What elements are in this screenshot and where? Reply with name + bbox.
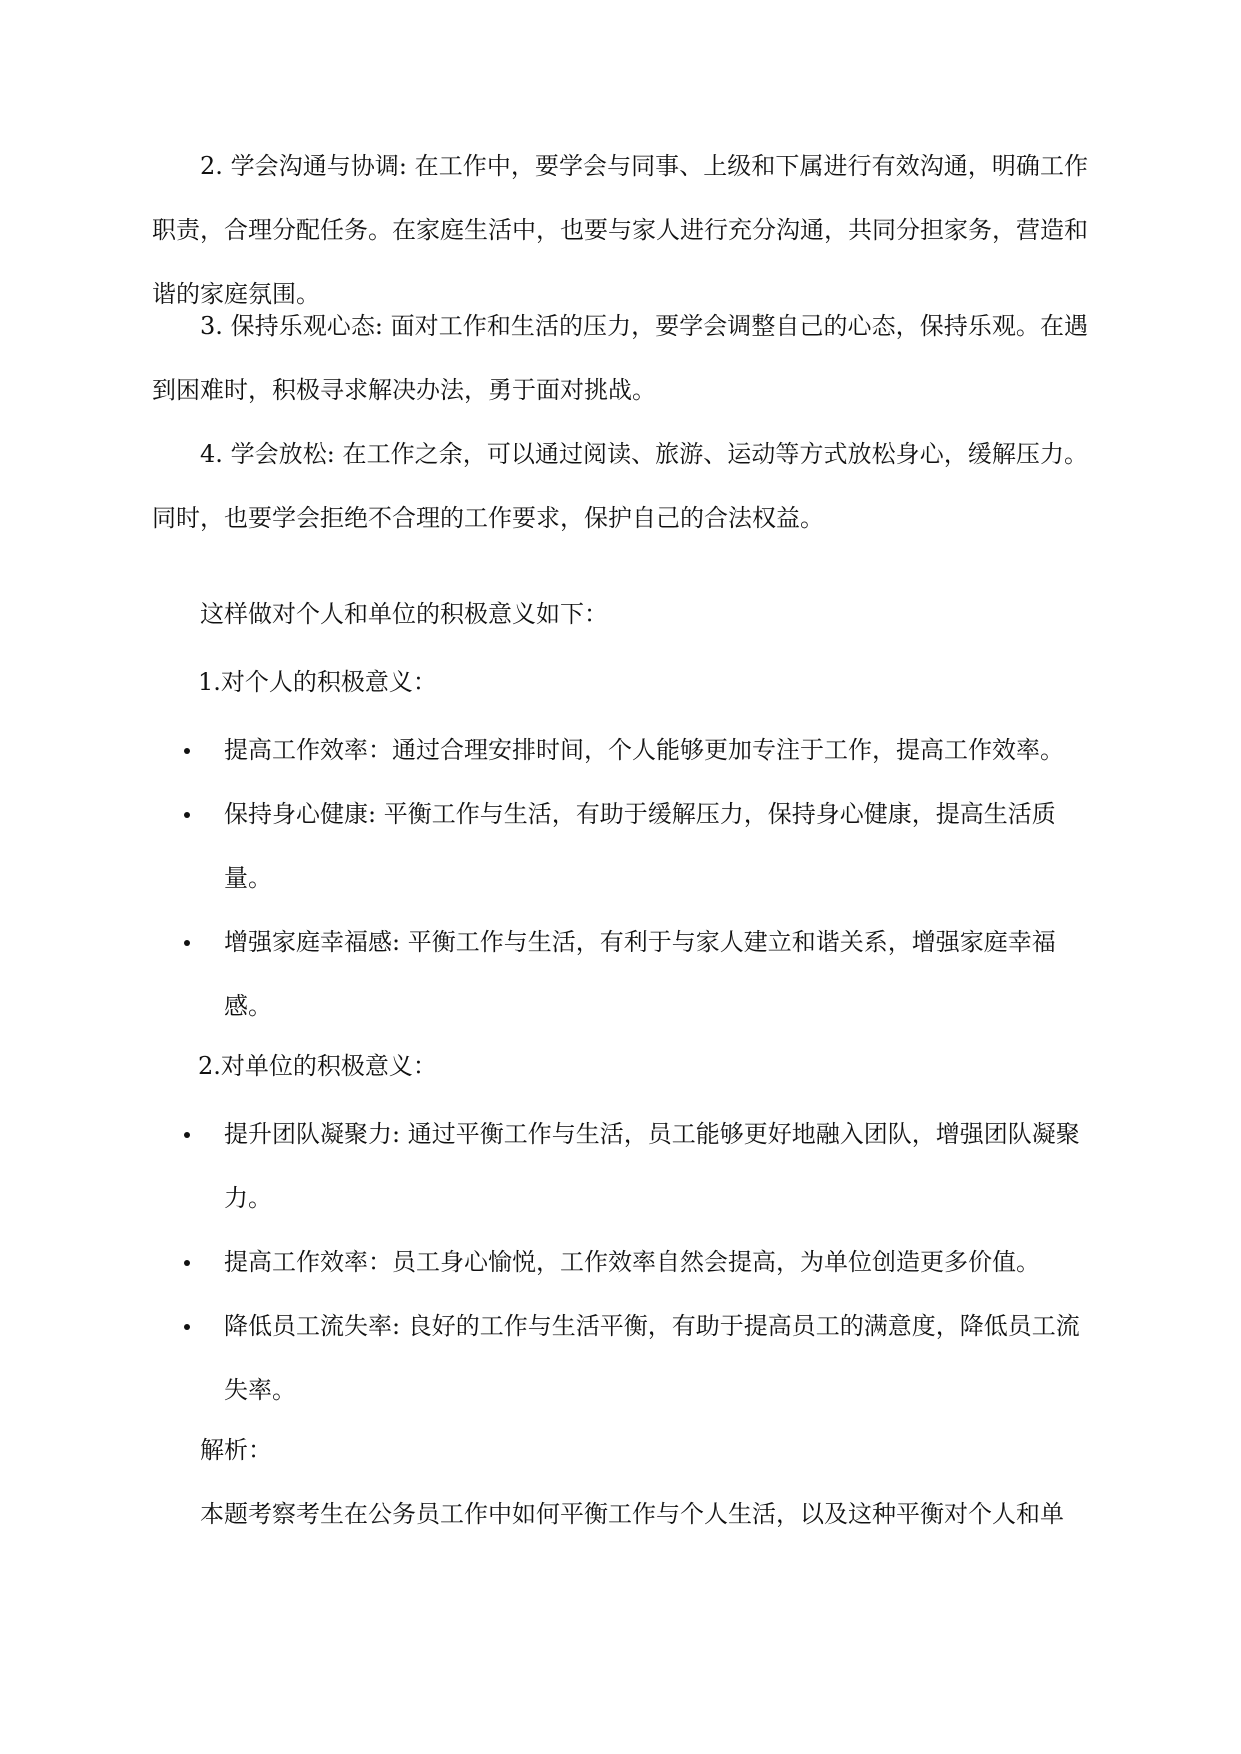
- paragraph-optimism-text: 3. 保持乐观心态: 面对工作和生活的压力，要学会调整自己的心态，保持乐观。在遇到困难时，积极寻求解决办法，勇于面对挑战。: [152, 312, 1088, 404]
- bullet-dot: [184, 748, 190, 754]
- bullet-dot: [184, 812, 190, 818]
- unit-bullet-3: 降低员工流失率: 良好的工作与生活平衡，有助于提高员工的满意度，降低员工流失率。: [224, 1312, 1080, 1404]
- analysis-heading: 解析：: [200, 1436, 272, 1464]
- paragraph-relax: [152, 422, 1088, 550]
- personal-bullet-3: 增强家庭幸福感: 平衡工作与生活，有利于与家人建立和谐关系，增强家庭幸福感。: [224, 928, 1056, 1020]
- paragraph-communication-text: 2. 学会沟通与协调: 在工作中，要学会与同事、上级和下属进行有效沟通，明确工作职责，合理分配任务。在家庭生活中，也要与家人进行充分沟通，共同分担家务，营造和谐的家庭氛围。: [152, 152, 1088, 308]
- personal-heading: 1.对个人的积极意义：: [198, 668, 437, 696]
- bullet-dot: [184, 940, 190, 946]
- intro-line: 这样做对个人和单位的积极意义如下：: [200, 600, 608, 628]
- paragraph-optimism: [152, 294, 1088, 422]
- bullet-dot: [184, 1132, 190, 1138]
- paragraph-relax-text: 4. 学会放松: 在工作之余，可以通过阅读、旅游、运动等方式放松身心，缓解压力。同时，也要学会拒绝不合理的工作要求，保护自己的合法权益。: [152, 440, 1088, 532]
- bullet-dot: [184, 1260, 190, 1266]
- personal-bullet-2: 保持身心健康: 平衡工作与生活，有助于缓解压力，保持身心健康，提高生活质量。: [224, 800, 1056, 892]
- analysis-text: 本题考察考生在公务员工作中如何平衡工作与个人生活，以及这种平衡对个人和单: [200, 1500, 1064, 1528]
- unit-bullet-1: 提升团队凝聚力: 通过平衡工作与生活，员工能够更好地融入团队，增强团队凝聚力。: [224, 1120, 1080, 1212]
- unit-heading: 2.对单位的积极意义：: [198, 1052, 437, 1080]
- unit-bullet-2: 提高工作效率：员工身心愉悦，工作效率自然会提高，为单位创造更多价值。: [224, 1248, 1040, 1276]
- personal-bullet-1: 提高工作效率：通过合理安排时间，个人能够更加专注于工作，提高工作效率。: [224, 736, 1064, 764]
- bullet-dot: [184, 1324, 190, 1330]
